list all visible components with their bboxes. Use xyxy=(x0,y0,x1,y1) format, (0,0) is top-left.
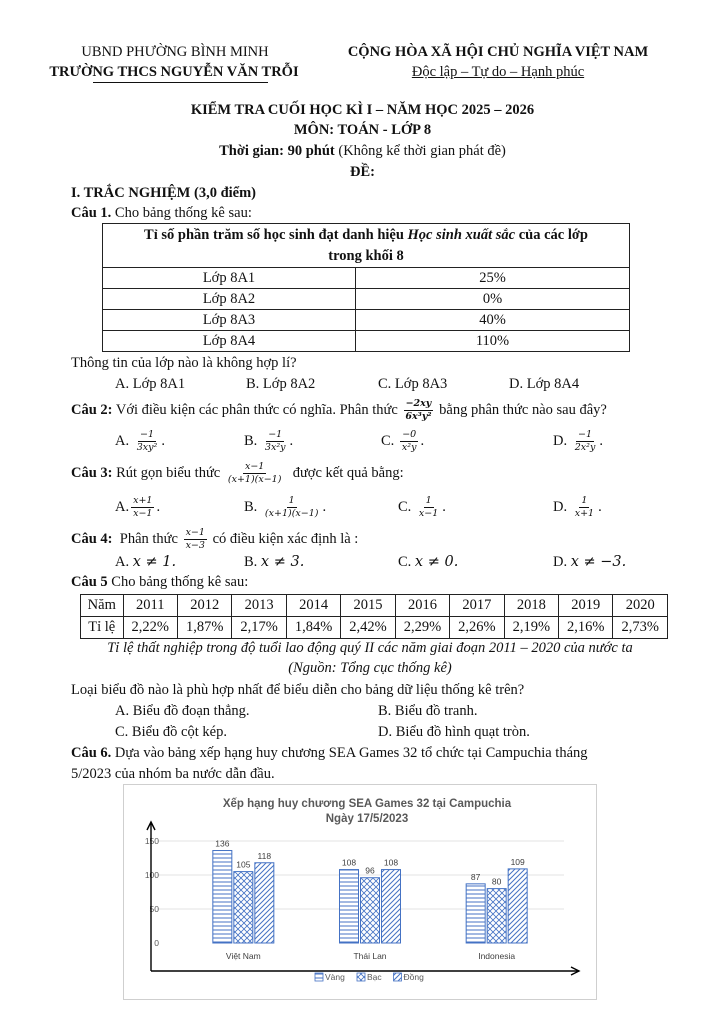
q5-text: Cho bảng thống kê sau: xyxy=(111,574,249,590)
q5-caption: Tỉ lệ thất nghiệp trong độ tuổi lao động quý II các năm giai đoạn 2011 – 2020 của nước ta xyxy=(107,640,633,656)
q2-stem xyxy=(71,396,607,424)
chart-legend-swatch xyxy=(357,973,365,981)
q5-option-a: A. Biểu đồ đoạn thẳng. xyxy=(115,703,250,719)
q5-year-cell: 2017 xyxy=(450,595,504,617)
q1-text: Cho bảng thống kê sau: xyxy=(114,205,252,221)
q5-year-cell: 2020 xyxy=(613,595,668,617)
q5-rate-cell: 2,16% xyxy=(559,617,613,639)
q1-table-header: Tỉ số phần trăm số học sinh đạt danh hiệu Học sinh xuất sắc của các lớp trong khối 8 xyxy=(103,224,630,268)
q5-year-cell: 2016 xyxy=(395,595,449,617)
q5-question: Loại biểu đồ nào là phù hợp nhất để biểu diễn cho bảng dữ liệu thống kê trên? xyxy=(71,682,525,698)
q3-option-d: D. $\frac{1}{x+1}$ . xyxy=(553,495,602,520)
chart-title: Xếp hạng huy chương SEA Games 32 tại Campuchia xyxy=(222,798,512,810)
q5-year-cell: 2015 xyxy=(341,595,395,617)
q1-label: Câu 1. xyxy=(71,205,112,221)
q1-class-cell: Lớp 8A1 xyxy=(103,268,356,289)
chart-legend-label: Vàng xyxy=(325,972,345,982)
chart-bar xyxy=(487,889,506,943)
q5-option-d: D. Biểu đồ hình quạt tròn. xyxy=(378,724,530,740)
q4-text-a: Phân thức xyxy=(119,531,178,547)
q1-class-cell: Lớp 8A4 xyxy=(103,331,356,352)
chart-bar xyxy=(255,863,274,943)
q6-label: Câu 6. xyxy=(71,745,112,761)
q2-option-b: B. $\frac{-1}{\text{3x²y}}$ . xyxy=(244,429,294,454)
chart-category-label: Thái Lan xyxy=(353,951,387,961)
chart-data-label: 118 xyxy=(257,850,272,861)
q5-label: Câu 5 xyxy=(71,574,108,590)
q4-text-b: có điều kiện xác định là : xyxy=(212,531,359,547)
section-title: I. TRẮC NGHIỆM (3,0 điểm) xyxy=(71,185,257,201)
q5-row-label: Tỉ lệ xyxy=(81,617,124,639)
q3-label: Câu 3: xyxy=(71,465,113,481)
q5-rate-cell: 2,22% xyxy=(123,617,177,639)
q5-rate-cell: 2,17% xyxy=(232,617,286,639)
table-row xyxy=(81,617,668,639)
q3-option-b: B. $\frac{1}{(x+1)(x-1)}$ . xyxy=(244,495,327,520)
chart-bar xyxy=(234,872,253,943)
chart-data-label: 136 xyxy=(215,838,230,849)
q5-year-cell: 2011 xyxy=(123,595,177,617)
q3-stem xyxy=(71,458,404,488)
q1-option-a: A. Lớp 8A1 xyxy=(115,376,186,392)
q1-pct-cell: 0% xyxy=(356,289,630,310)
chart-y-tick-label: 0 xyxy=(154,938,159,948)
q6-text: Dựa vào bảng xếp hạng huy chương SEA Games 32 tổ chức tại Campuchia tháng xyxy=(114,745,588,761)
q5-year-cell: 2018 xyxy=(504,595,558,617)
chart-category-label: Việt Nam xyxy=(225,951,261,961)
chart-data-label: 96 xyxy=(365,865,375,876)
q3-option-c: C. $\frac{1}{x-1}$ . xyxy=(398,495,446,520)
q3-fraction: $\frac{x-1}{(x+1)(x-1)}$ xyxy=(227,461,282,486)
q1-pct-cell: 40% xyxy=(356,310,630,331)
chart-y-tick-label: 100 xyxy=(144,870,159,880)
q5-year-cell: 2013 xyxy=(232,595,286,617)
q5-table xyxy=(80,594,668,639)
q2-text-a: Với điều kiện các phân thức có nghĩa. Phân thức xyxy=(115,402,398,418)
q2-option-a: A. $\frac{-1}{\text{3xy²}}$ . xyxy=(115,429,165,454)
q2-text-b: bằng phân thức nào sau đây? xyxy=(439,402,607,418)
chart-y-tick-label: 50 xyxy=(149,904,159,914)
q1-table xyxy=(102,223,630,352)
q4-stem xyxy=(71,524,358,554)
q5-source: (Nguồn: Tổng cục thống kê) xyxy=(288,660,452,676)
q4-option-d: D. x ≠ −3. xyxy=(553,554,627,570)
chart-legend-label: Đồng xyxy=(403,972,424,982)
table-row xyxy=(103,289,630,310)
q4-option-a: A. x ≠ 1. xyxy=(115,554,177,570)
chart-category-label: Indonesia xyxy=(478,951,516,961)
q4-label: Câu 4: xyxy=(71,531,113,547)
medal-chart xyxy=(123,784,597,1000)
q5-rate-cell: 2,26% xyxy=(450,617,504,639)
chart-bar xyxy=(340,870,359,943)
chart-bar xyxy=(382,870,401,943)
q5-stem xyxy=(71,574,248,591)
q1-question: Thông tin của lớp nào là không hợp lí? xyxy=(71,355,297,371)
q5-row-label: Năm xyxy=(81,595,124,617)
q5-rate-cell: 2,42% xyxy=(341,617,395,639)
q5-year-cell: 2012 xyxy=(177,595,231,617)
q1-option-c: C. Lớp 8A3 xyxy=(378,376,448,392)
chart-subtitle: Ngày 17/5/2023 xyxy=(325,813,409,825)
authority-name: UBND PHƯỜNG BÌNH MINH xyxy=(81,44,269,60)
chart-data-label: 108 xyxy=(341,857,357,868)
q1-stem xyxy=(71,205,252,222)
q5-year-cell: 2019 xyxy=(559,595,613,617)
q5-rate-cell: 2,29% xyxy=(395,617,449,639)
q5-option-b: B. Biểu đồ tranh. xyxy=(378,703,478,719)
exam-time xyxy=(0,143,725,160)
chart-legend-label: Bạc xyxy=(367,972,382,982)
chart-data-label: 108 xyxy=(383,857,399,868)
q4-fraction: $\frac{x-1}{x-3}$ xyxy=(185,527,205,552)
q2-fraction: $\frac{-2xy}{\text{6x³y²}}$ xyxy=(405,398,432,423)
chart-data-label: 109 xyxy=(510,856,525,867)
q5-rate-cell: 2,19% xyxy=(504,617,558,639)
exam-time-note: (Không kể thời gian phát đề) xyxy=(338,143,506,159)
chart-bar xyxy=(508,869,527,943)
chart-bar xyxy=(466,884,485,943)
q3-option-a: A. $\frac{x+1}{x-1}$ . xyxy=(115,495,161,520)
medal-chart-svg xyxy=(124,785,598,1001)
q6-text-line2: 5/2023 của nhóm ba nước dẫn đầu. xyxy=(71,766,275,782)
school-name: TRƯỜNG THCS NGUYỄN VĂN TRỖI xyxy=(49,64,299,80)
chart-legend-swatch xyxy=(394,973,402,981)
q1-option-b: B. Lớp 8A2 xyxy=(246,376,316,392)
exam-time-label: Thời gian: 90 phút xyxy=(219,143,335,159)
table-row xyxy=(81,595,668,617)
q5-rate-cell: 1,84% xyxy=(286,617,340,639)
q1-class-cell: Lớp 8A3 xyxy=(103,310,356,331)
q5-rate-cell: 2,73% xyxy=(613,617,668,639)
chart-legend-swatch xyxy=(315,973,323,981)
table-row xyxy=(103,268,630,289)
chart-bar xyxy=(361,878,380,943)
country-motto: Độc lập – Tự do – Hạnh phúc xyxy=(411,64,585,80)
q1-class-cell: Lớp 8A2 xyxy=(103,289,356,310)
q4-option-b: B. x ≠ 3. xyxy=(244,554,305,570)
q5-rate-cell: 1,87% xyxy=(177,617,231,639)
q2-option-d: D. $\frac{-1}{\text{2x²y}}$ . xyxy=(553,429,603,454)
q2-label: Câu 2: xyxy=(71,402,113,418)
chart-bar xyxy=(213,851,232,943)
q1-option-d: D. Lớp 8A4 xyxy=(509,376,580,392)
exam-subject: MÔN: TOÁN - LỚP 8 xyxy=(293,122,432,138)
header-left-underline xyxy=(93,82,268,83)
q6-stem xyxy=(71,745,588,762)
q5-year-cell: 2014 xyxy=(286,595,340,617)
table-row xyxy=(103,310,630,331)
chart-data-label: 87 xyxy=(470,871,481,882)
country-title: CỘNG HÒA XÃ HỘI CHỦ NGHĨA VIỆT NAM xyxy=(347,44,649,60)
q1-pct-cell: 25% xyxy=(356,268,630,289)
q4-option-c: C. x ≠ 0. xyxy=(398,554,459,570)
chart-data-label: 105 xyxy=(236,859,251,870)
exam-de: ĐỀ: xyxy=(350,164,375,180)
q5-option-c: C. Biểu đồ cột kép. xyxy=(115,724,227,740)
exam-title: KIỂM TRA CUỐI HỌC KÌ I – NĂM HỌC 2025 – 2026 xyxy=(190,102,535,118)
chart-data-label: 80 xyxy=(491,876,502,887)
chart-y-tick-label: 150 xyxy=(144,836,159,846)
q3-text-b: được kết quả bằng: xyxy=(292,465,404,481)
q2-option-c: C. $\frac{-0}{\text{x²y}}$ . xyxy=(381,429,425,454)
table-row xyxy=(103,331,630,352)
q1-pct-cell: 110% xyxy=(356,331,630,352)
q3-text-a: Rút gọn biểu thức xyxy=(116,465,221,481)
